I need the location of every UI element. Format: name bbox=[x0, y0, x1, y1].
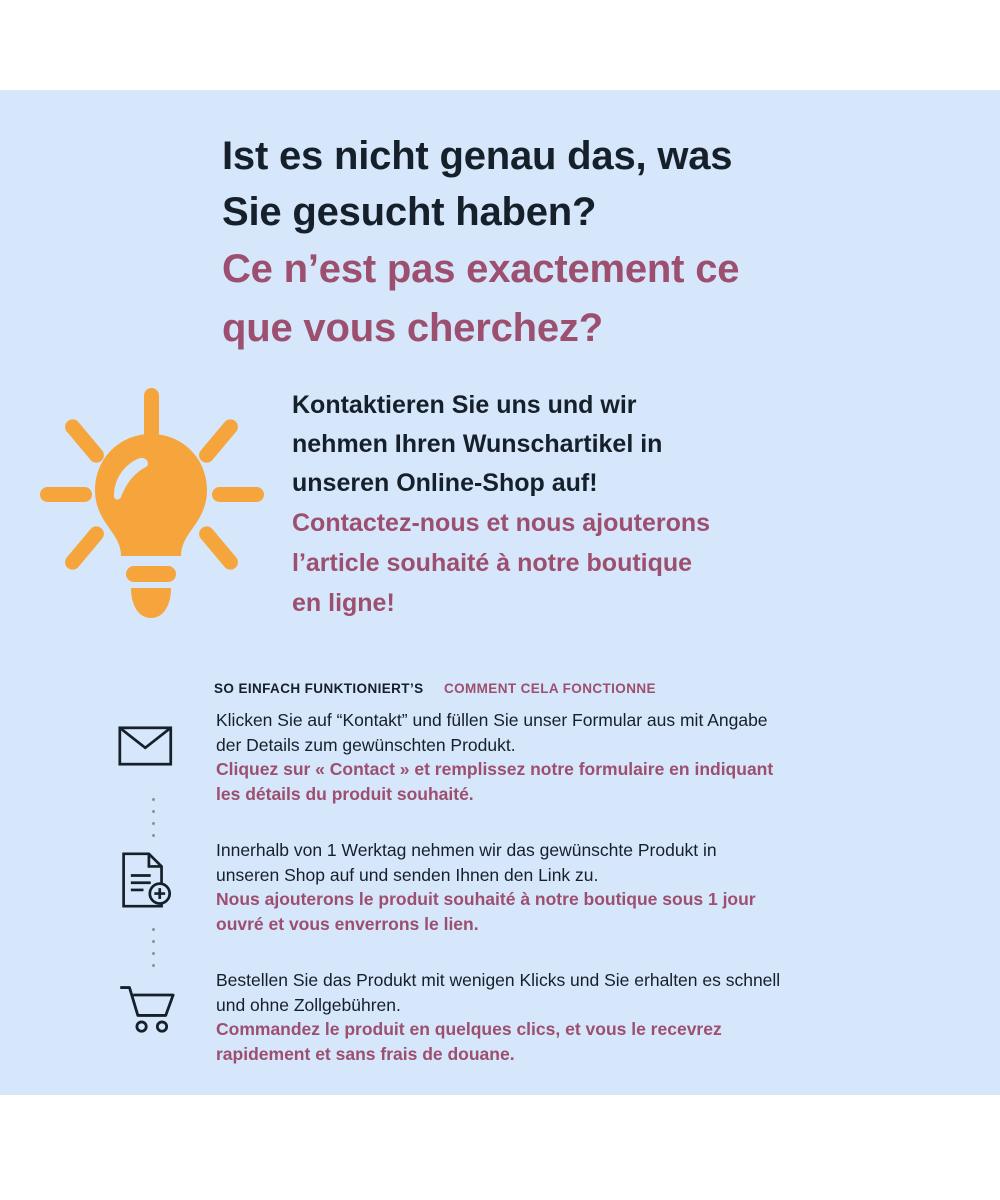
headline-german-line-1: Ist es nicht genau das, was bbox=[222, 134, 733, 178]
subheading-french-line-3: en ligne! bbox=[292, 589, 395, 617]
promo-banner bbox=[0, 90, 1000, 1095]
headline-french bbox=[222, 240, 952, 358]
document-add-icon bbox=[118, 852, 184, 914]
step-text bbox=[216, 838, 938, 937]
step-german-line-2: und ohne Zollgebühren. bbox=[216, 994, 401, 1015]
subheading-french bbox=[292, 503, 892, 623]
step-text bbox=[216, 968, 938, 1067]
subheading-french-line-2: l’article souhaité à notre boutique bbox=[292, 549, 693, 577]
step-french-line-2: ouvré et vous enverrons le lien. bbox=[216, 913, 479, 934]
headline-french-line-2: que vous cherchez? bbox=[222, 306, 603, 351]
step-item bbox=[118, 708, 938, 807]
envelope-icon bbox=[118, 722, 184, 784]
step-item bbox=[118, 968, 938, 1067]
step-item bbox=[118, 838, 938, 937]
step-german-line-1: Klicken Sie auf “Kontakt” und füllen Sie unser Formular aus mit Angabe bbox=[216, 710, 768, 730]
subheading-german bbox=[292, 386, 892, 503]
subheading-block bbox=[292, 386, 892, 623]
steps-heading-french: COMMENT CELA FONCTIONNE bbox=[443, 681, 656, 696]
step-text bbox=[216, 708, 938, 807]
step-german-line-1: Innerhalb von 1 Werktag nehmen wir das gewünschte Produkt in bbox=[216, 840, 717, 860]
subheading-german-line-2: nehmen Ihren Wunschartikel in bbox=[292, 430, 663, 458]
steps-heading bbox=[214, 680, 656, 698]
subheading-german-line-3: unseren Online-Shop auf! bbox=[292, 469, 598, 497]
step-french-line-1: Nous ajouterons le produit souhaité à notre boutique sous 1 jour bbox=[216, 889, 756, 909]
headline-block bbox=[222, 128, 952, 358]
steps-heading-german: SO EINFACH FUNKTIONIERT’S bbox=[214, 681, 424, 696]
subheading-german-line-1: Kontaktieren Sie uns und wir bbox=[292, 391, 637, 419]
headline-german-line-2: Sie gesucht haben? bbox=[222, 190, 597, 234]
step-french-line-2: rapidement et sans frais de douane. bbox=[216, 1043, 515, 1064]
step-french-line-1: Commandez le produit en quelques clics, et vous le recevrez bbox=[216, 1019, 722, 1039]
step-french-line-2: les détails du produit souhaité. bbox=[216, 783, 474, 804]
subheading-french-line-1: Contactez-nous et nous ajouterons bbox=[292, 509, 711, 537]
step-german-line-2: unseren Shop auf und senden Ihnen den Link zu. bbox=[216, 864, 599, 885]
headline-german bbox=[222, 128, 952, 240]
lightbulb-icon bbox=[36, 382, 266, 632]
step-french-line-1: Cliquez sur « Contact » et remplissez notre formulaire en indiquant bbox=[216, 759, 774, 779]
step-german-line-2: der Details zum gewünschten Produkt. bbox=[216, 734, 516, 755]
step-german-line-1: Bestellen Sie das Produkt mit wenigen Klicks und Sie erhalten es schnell bbox=[216, 970, 781, 990]
shopping-cart-icon bbox=[118, 982, 184, 1044]
headline-french-line-1: Ce n’est pas exactement ce bbox=[222, 247, 740, 291]
